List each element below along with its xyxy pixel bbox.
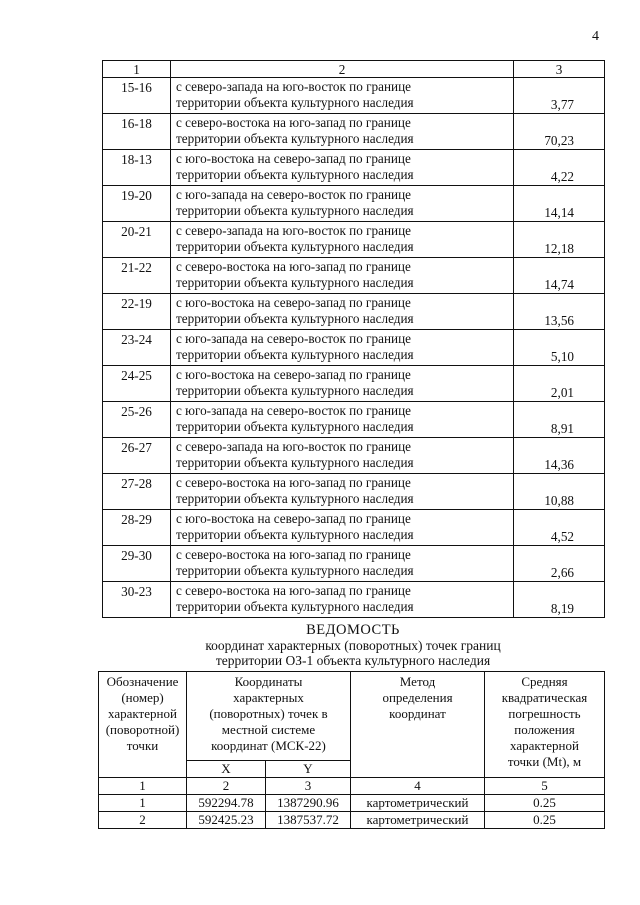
description-line-2: территории объекта культурного наследия [176, 131, 414, 146]
header-x: X [187, 761, 266, 778]
segment-id: 27-28 [103, 474, 171, 510]
designation-line: точки [126, 738, 159, 753]
segment-length: 14,36 [514, 438, 605, 474]
description-line-2: территории объекта культурного наследия [176, 455, 414, 470]
description-line-2: территории объекта культурного наследия [176, 383, 414, 398]
point-number: 2 [99, 812, 187, 829]
statement-title: ВЕДОМОСТЬ [306, 622, 400, 638]
description-line-1: с северо-востока на юго-запад по границе [176, 583, 411, 598]
description-line-1: с юго-запада на северо-восток по границе [176, 403, 412, 418]
error-line: точки (Mt), м [507, 754, 582, 769]
designation-line: (номер) [121, 690, 164, 705]
numbering-cell: 5 [485, 778, 605, 795]
table-row [103, 330, 605, 366]
description-line-1: с северо-востока на юго-запад по границе [176, 259, 411, 274]
error-value: 0.25 [485, 812, 605, 829]
description-line-1: с юго-запада на северо-восток по границе [176, 331, 412, 346]
header-designation [99, 672, 187, 778]
table-row [103, 582, 605, 618]
description-line-2: территории объекта культурного наследия [176, 275, 414, 290]
segment-length: 4,22 [514, 150, 605, 186]
coordinates-table [98, 671, 605, 829]
table-row [103, 546, 605, 582]
numbering-cell: 1 [99, 778, 187, 795]
description-line-2: территории объекта культурного наследия [176, 203, 414, 218]
description-line-1: с северо-запада на юго-восток по границе [176, 439, 412, 454]
table-row [103, 402, 605, 438]
description-line-1: с юго-востока на северо-запад по границе [176, 367, 411, 382]
segment-description [171, 186, 514, 222]
coordinates-body [99, 795, 605, 829]
segment-id: 23-24 [103, 330, 171, 366]
segment-length: 2,01 [514, 366, 605, 402]
segment-length: 8,91 [514, 402, 605, 438]
method-line: координат [389, 706, 446, 721]
table-row [99, 812, 605, 829]
table-row [103, 510, 605, 546]
description-line-1: с северо-востока на юго-запад по границе [176, 475, 411, 490]
segment-description [171, 222, 514, 258]
error-line: характерной [510, 738, 579, 753]
segment-description [171, 402, 514, 438]
segment-id: 28-29 [103, 510, 171, 546]
method: картометрический [351, 795, 485, 812]
segment-length: 4,52 [514, 510, 605, 546]
segment-length: 14,14 [514, 186, 605, 222]
header-y: Y [266, 761, 351, 778]
segment-id: 15-16 [103, 78, 171, 114]
segment-id: 18-13 [103, 150, 171, 186]
segment-length: 70,23 [514, 114, 605, 150]
segment-id: 21-22 [103, 258, 171, 294]
error-line: погрешность [508, 706, 581, 721]
segment-id: 30-23 [103, 582, 171, 618]
segments-header-row [103, 61, 605, 78]
coord-y: 1387537.72 [266, 812, 351, 829]
designation-line: (поворотной) [105, 722, 180, 737]
segment-id: 19-20 [103, 186, 171, 222]
segment-id: 22-19 [103, 294, 171, 330]
description-line-1: с юго-востока на северо-запад по границе [176, 511, 411, 526]
description-line-1: с северо-запада на юго-восток по границе [176, 79, 412, 94]
description-line-2: территории объекта культурного наследия [176, 599, 414, 614]
description-line-1: с юго-востока на северо-запад по границе [176, 295, 411, 310]
segments-body [103, 78, 605, 618]
table-row [103, 294, 605, 330]
segment-id: 25-26 [103, 402, 171, 438]
segment-length: 8,19 [514, 582, 605, 618]
table-row [103, 78, 605, 114]
table-row [103, 438, 605, 474]
segment-length: 12,18 [514, 222, 605, 258]
table-row [103, 114, 605, 150]
numbering-cell: 2 [187, 778, 266, 795]
segment-description [171, 438, 514, 474]
statement-subtitle-line-2: территории ОЗ-1 объекта культурного наследия [215, 653, 491, 668]
coordinates-line: характерных [233, 690, 304, 705]
description-line-1: с северо-востока на юго-запад по границе [176, 115, 411, 130]
header-col-3: 3 [514, 61, 605, 78]
coordinates-line: (поворотных) точек в [209, 706, 328, 721]
segment-length: 5,10 [514, 330, 605, 366]
coord-y: 1387290.96 [266, 795, 351, 812]
method-line: определения [382, 690, 453, 705]
table-row [103, 222, 605, 258]
segments-table [102, 60, 605, 618]
header-method [351, 672, 485, 778]
segment-id: 24-25 [103, 366, 171, 402]
segment-length: 2,66 [514, 546, 605, 582]
method: картометрический [351, 812, 485, 829]
table-row [103, 474, 605, 510]
segment-id: 29-30 [103, 546, 171, 582]
description-line-1: с юго-запада на северо-восток по границе [176, 187, 412, 202]
error-line: Средняя [521, 674, 568, 689]
table-row [99, 795, 605, 812]
coordinates-line: местной системе [221, 722, 316, 737]
header-col-2: 2 [171, 61, 514, 78]
numbering-cell: 4 [351, 778, 485, 795]
description-line-1: с юго-востока на северо-запад по границе [176, 151, 411, 166]
table-row [103, 186, 605, 222]
segment-length: 14,74 [514, 258, 605, 294]
method-line: Метод [399, 674, 436, 689]
error-line: квадратическая [501, 690, 588, 705]
numbering-row [99, 778, 605, 795]
description-line-2: территории объекта культурного наследия [176, 95, 414, 110]
segment-description [171, 330, 514, 366]
description-line-2: территории объекта культурного наследия [176, 239, 414, 254]
header-coordinates [187, 672, 351, 761]
designation-line: характерной [108, 706, 177, 721]
description-line-2: территории объекта культурного наследия [176, 311, 414, 326]
segment-description [171, 78, 514, 114]
error-line: положения [514, 722, 575, 737]
coord-x: 592425.23 [187, 812, 266, 829]
segment-description [171, 510, 514, 546]
header-error [485, 672, 605, 778]
segment-id: 16-18 [103, 114, 171, 150]
description-line-2: территории объекта культурного наследия [176, 527, 414, 542]
segment-length: 13,56 [514, 294, 605, 330]
segment-description [171, 150, 514, 186]
segment-length: 3,77 [514, 78, 605, 114]
description-line-1: с северо-запада на юго-восток по границе [176, 223, 412, 238]
description-line-2: территории объекта культурного наследия [176, 167, 414, 182]
segment-description [171, 546, 514, 582]
table-row [103, 258, 605, 294]
description-line-1: с северо-востока на юго-запад по границе [176, 547, 411, 562]
description-line-2: территории объекта культурного наследия [176, 491, 414, 506]
statement-subtitle-line-1: координат характерных (поворотных) точек границ [205, 638, 501, 653]
description-line-2: территории объекта культурного наследия [176, 419, 414, 434]
segment-id: 20-21 [103, 222, 171, 258]
coord-x: 592294.78 [187, 795, 266, 812]
header-col-1: 1 [103, 61, 171, 78]
point-number: 1 [99, 795, 187, 812]
segment-description [171, 582, 514, 618]
coordinates-line: Координаты [234, 674, 303, 689]
description-line-2: территории объекта культурного наследия [176, 347, 414, 362]
coordinates-line: координат (МСК-22) [211, 738, 326, 753]
designation-line: Обозначение [106, 674, 179, 689]
statement-subtitle [102, 638, 604, 668]
table-row [103, 150, 605, 186]
segment-description [171, 366, 514, 402]
segment-id: 26-27 [103, 438, 171, 474]
numbering-cell: 3 [266, 778, 351, 795]
description-line-2: территории объекта культурного наследия [176, 563, 414, 578]
table-row [103, 366, 605, 402]
segment-length: 10,88 [514, 474, 605, 510]
segment-description [171, 294, 514, 330]
error-value: 0.25 [485, 795, 605, 812]
page-number: 4 [592, 29, 599, 44]
segment-description [171, 474, 514, 510]
segment-description [171, 258, 514, 294]
segment-description [171, 114, 514, 150]
